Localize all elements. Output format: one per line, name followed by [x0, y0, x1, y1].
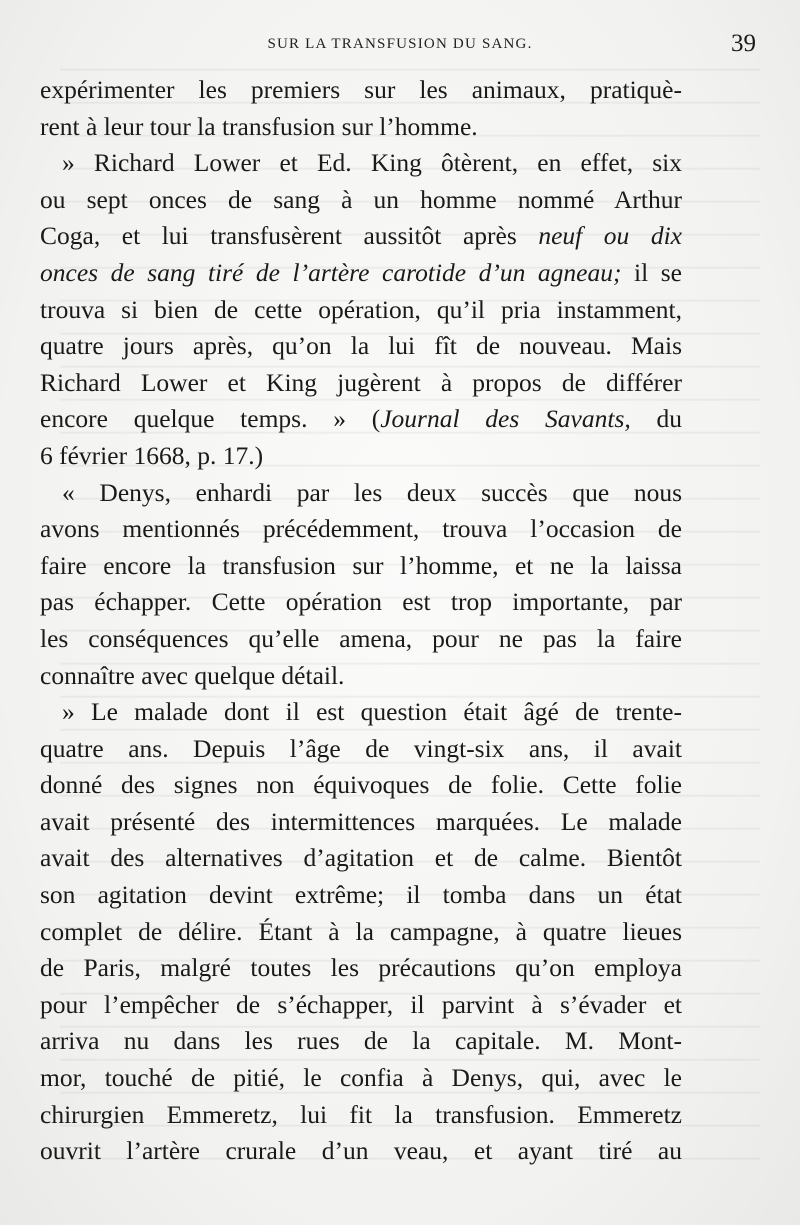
text-line	[40, 292, 682, 329]
text-line	[40, 328, 682, 365]
text-line	[40, 877, 682, 914]
text-segment: chirurgien Emmeretz, lui fit la transfusion. Emmeretz	[40, 1099, 682, 1129]
text-line	[40, 182, 682, 219]
italic-text: Journal des Savants,	[380, 404, 631, 434]
text-segment: les conséquences qu’elle amena, pour ne pas la faire	[40, 623, 682, 653]
text-line	[40, 1060, 682, 1097]
text-line	[40, 109, 682, 146]
text-line	[40, 987, 682, 1024]
text-segment: rent à leur tour la transfusion sur l’homme.	[40, 111, 478, 141]
text-segment: Richard Lower et King jugèrent à propos de différer	[40, 367, 682, 397]
text-segment: » Le malade dont il est question était âgé de trente-	[62, 697, 682, 727]
text-segment: complet de délire. Étant à la campagne, à quatre lieues	[40, 916, 682, 946]
text-segment: de Paris, malgré toutes les précautions qu’on employa	[40, 953, 682, 983]
text-segment: mor, touché de pitié, le confia à Denys, qui, avec le	[40, 1063, 682, 1093]
text-line	[40, 218, 682, 255]
text-line	[40, 145, 682, 182]
text-line	[40, 694, 682, 731]
text-segment: avait des alternatives d’agitation et de calme. Bientôt	[40, 843, 682, 873]
text-segment: il se	[621, 257, 682, 287]
italic-text: neuf ou dix	[538, 221, 682, 251]
text-segment: avons mentionnés précédemment, trouva l’occasion de	[40, 514, 682, 544]
text-segment: » Richard Lower et Ed. King ôtèrent, en effet, six	[62, 148, 682, 178]
text-segment: avait présenté des intermittences marquées. Le malade	[40, 806, 682, 836]
text-segment: encore quelque temps. » (	[40, 404, 381, 434]
text-line	[40, 548, 682, 585]
text-line	[40, 475, 682, 512]
text-segment: donné des signes non équivoques de folie. Cette folie	[40, 770, 682, 800]
text-segment: « Denys, enhardi par les deux succès que nous	[62, 477, 682, 507]
body-text	[40, 72, 682, 1170]
text-segment: ouvrit l’artère crurale d’un veau, et ayant tiré au	[40, 1136, 682, 1166]
text-line	[40, 584, 682, 621]
text-line	[40, 1023, 682, 1060]
text-line	[40, 72, 682, 109]
text-segment: quatre jours après, qu’on la lui fît de nouveau. Mais	[40, 331, 682, 361]
text-line	[40, 255, 682, 292]
text-line	[40, 658, 682, 695]
text-line	[40, 950, 682, 987]
text-line	[40, 511, 682, 548]
text-line	[40, 1133, 682, 1170]
text-segment: son agitation devint extrême; il tomba dans un état	[40, 880, 682, 910]
text-segment: ou sept onces de sang à un homme nommé Arthur	[40, 184, 682, 214]
text-line	[40, 767, 682, 804]
text-segment: pour l’empêcher de s’échapper, il parvint à s’évader et	[40, 989, 682, 1019]
text-line	[40, 1097, 682, 1134]
text-line	[40, 804, 682, 841]
text-line	[40, 731, 682, 768]
text-segment: trouva si bien de cette opération, qu’il pria instamment,	[40, 294, 682, 324]
running-title: SUR LA TRANSFUSION DU SANG.	[267, 36, 533, 52]
page-header	[40, 30, 760, 64]
italic-text: onces de sang tiré de l’artère carotide d’un agneau;	[40, 257, 622, 287]
text-segment: quatre ans. Depuis l’âge de vingt-six ans, il avait	[40, 733, 682, 763]
text-line	[40, 840, 682, 877]
page-number: 39	[731, 30, 756, 57]
text-segment: pas échapper. Cette opération est trop importante, par	[40, 587, 682, 617]
text-segment: 6 février 1668, p. 17.)	[40, 440, 264, 470]
text-line	[40, 401, 682, 438]
text-line	[40, 914, 682, 951]
text-segment: arriva nu dans les rues de la capitale. M. Mont-	[40, 1026, 682, 1056]
text-segment: du	[630, 404, 683, 434]
text-line	[40, 365, 682, 402]
text-segment: expérimenter les premiers sur les animaux, pratiquè-	[40, 75, 682, 104]
text-segment: Coga, et lui transfusèrent aussitôt après	[40, 221, 539, 251]
text-segment: connaître avec quelque détail.	[40, 660, 345, 690]
text-segment: faire encore la transfusion sur l’homme, et ne la laissa	[40, 550, 682, 580]
text-line	[40, 438, 682, 475]
text-line	[40, 621, 682, 658]
